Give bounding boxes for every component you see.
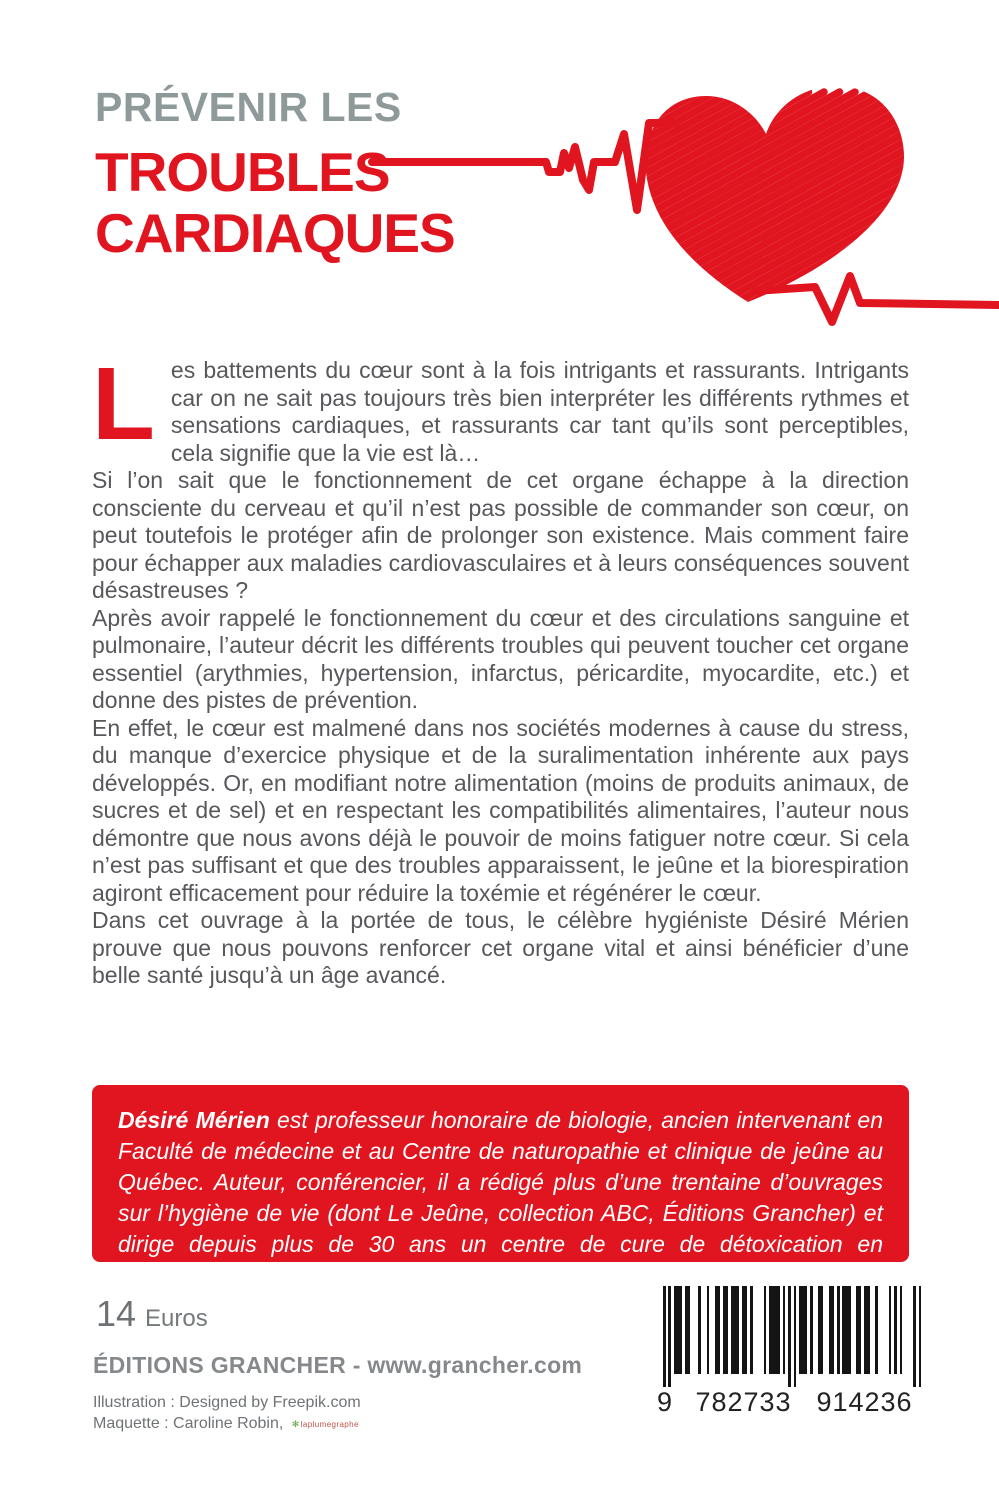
publisher-line: ÉDITIONS GRANCHER - www.grancher.com [93, 1352, 583, 1378]
credits [93, 1392, 361, 1435]
leaf-icon: ✻ [291, 1419, 300, 1429]
title-kicker: PRÉVENIR LES [95, 84, 402, 130]
credit-maquette-text: Maquette : Caroline Robin, [93, 1415, 284, 1432]
author-bio-text: est professeur honoraire de biologie, ancien intervenant en Faculté de médecine et au Centre de naturopathie et clinique de jeûne au Québec. Auteur, conférencier, il a rédigé plus d’une trentaine d’ouvrages sur l’hygiène de vie (dont Le Jeûne, collection ABC, Éditions Grancher) et dirige depuis plus de 30 ans un centre de cure de détoxication en Bretagne. [118, 1107, 883, 1288]
price [96, 1293, 208, 1335]
author-name: Désiré Mérien [118, 1107, 270, 1133]
barcode-digits-right: 914236 [816, 1387, 913, 1417]
barcode [657, 1286, 925, 1418]
price-amount: 14 [96, 1293, 137, 1334]
dropcap-letter: L [92, 346, 155, 461]
paragraph-1-text: es battements du cœur sont à la fois intrigants et rassurants. Intrigants car on ne sait pas toujours très bien interpréter les différents rythmes et sensations cardiaques, et rassurants car tant qu’ils sont perceptibles, cela signifie que la vie est là… [170, 357, 909, 466]
paragraph-3: Après avoir rappelé le fonctionnement du cœur et des circulations sanguine et pulmonaire, l’auteur décrit les différents troubles qui peuvent toucher cet organe essentiel (arythmies, hypertension, infarctus, péricardite, myocardite, etc.) et donne des pistes de prévention. [92, 604, 909, 713]
paragraph-4: En effet, le cœur est malmené dans nos sociétés modernes à cause du stress, du manque d’exercice physique et de la suralimentation inhérente aux pays développés. Or, en modifiant notre alimentation (moins de produits animaux, de sucres et de sel) et en respectant les compatibilités alimentaires, l’auteur nous démontre que nous avons déjà le pouvoir de moins fatiguer notre cœur. Si cela n’est pas suffisant et que des troubles apparaissent, le jeûne et la biorespiration agiront efficacement pour réduire la toxémie et régénérer le cœur. [92, 714, 909, 906]
barcode-bars [657, 1286, 925, 1387]
maquette-logo-text: laplumegraphe [300, 1420, 359, 1429]
title-block [95, 86, 455, 264]
ecg-line-right [755, 276, 999, 322]
barcode-digits-left: 782733 [695, 1387, 792, 1417]
barcode-digits [657, 1387, 925, 1418]
barcode-digit-first: 9 [657, 1387, 673, 1417]
paragraph-1 [92, 346, 909, 467]
author-bio-box [92, 1085, 909, 1288]
title-main-line1: TROUBLES [95, 141, 390, 203]
title-main-line2: CARDIAQUES [95, 202, 455, 264]
paragraph-2: Si l’on sait que le fonctionnement de cet organe échappe à la direction consciente du cerveau et qu’il n’est pas possible de commander son cœur, on peut toutefois le protéger afin de prolonger son existence. Mais comment faire pour échapper aux maladies cardiovasculaires et à leurs conséquences souvent désastreuses ? [92, 467, 909, 603]
maquette-logo [292, 1414, 359, 1435]
credit-maquette [93, 1413, 361, 1435]
paragraph-5: Dans cet ouvrage à la portée de tous, le célèbre hygiéniste Désiré Mérien prouve que nous pouvons renforcer cet organe vital et ainsi bénéficier d’une belle santé jusqu’à un âge avancé. [92, 907, 909, 988]
credit-illustration: Illustration : Designed by Freepik.com [93, 1394, 361, 1411]
price-currency: Euros [145, 1305, 208, 1332]
back-cover-text [92, 346, 909, 990]
